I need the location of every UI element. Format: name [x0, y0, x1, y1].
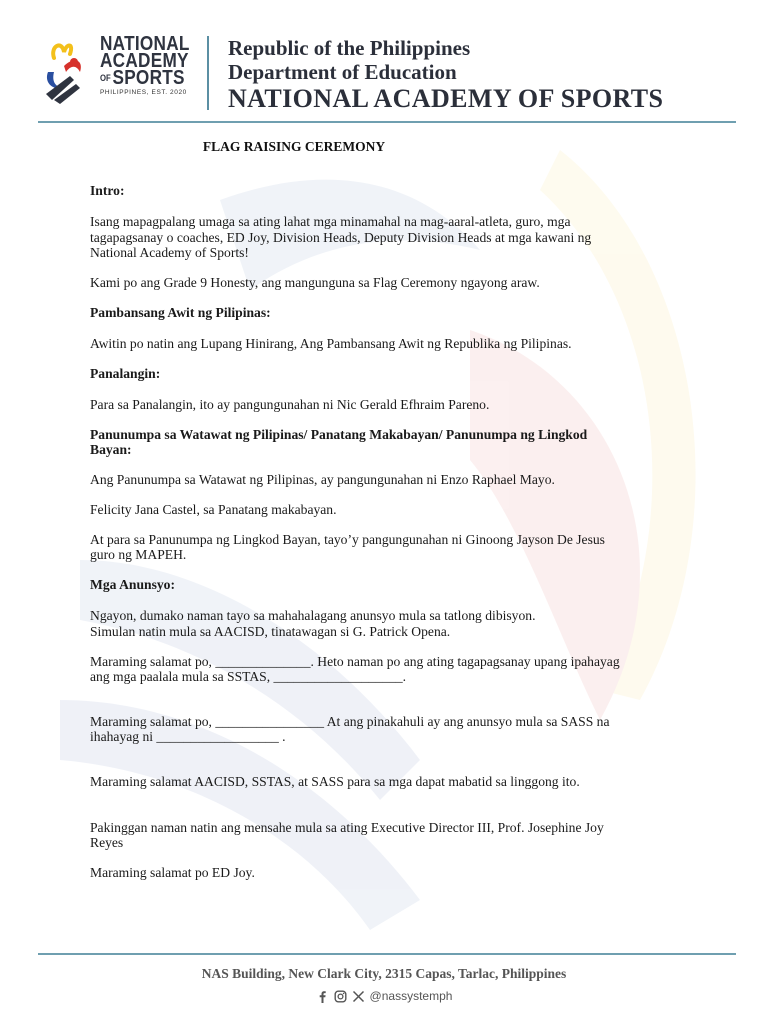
footer-rule	[38, 953, 736, 955]
logo-sports: SPORTS	[112, 67, 185, 89]
section-heading-announcements: Mga Anunsyo:	[90, 577, 175, 592]
nas-logo-icon	[40, 38, 94, 104]
section-heading-pledge: Panunumpa sa Watawat ng Pilipinas/ Panatang Makabayan/ Panunumpa ng Lingkod	[90, 427, 588, 442]
document-title: FLAG RAISING CEREMONY	[202, 139, 386, 154]
paragraph-line: Maraming salamat AACISD, SSTAS, at SASS para sa mga dapat mabatid sa linggong ito.	[90, 774, 580, 789]
paragraph-line: Maraming salamat po, ______________. Heto naman po ang ating tagapagsanay upang ipahayag	[90, 654, 620, 669]
logo-subtitle: PHILIPPINES, EST. 2020	[100, 89, 187, 97]
paragraph-line: At para sa Panunumpa ng Lingkod Bayan, tayo’y pangungunahan ni Ginoong Jayson De Jesus	[90, 532, 605, 547]
paragraph-line: Reyes	[90, 835, 124, 850]
paragraph-line: Awitin po natin ang Lupang Hinirang, Ang Pambansang Awit ng Republika ng Pilipinas.	[90, 336, 572, 351]
paragraph-line: Ang Panunumpa sa Watawat ng Pilipinas, ay pangungunahan ni Enzo Raphael Mayo.	[90, 472, 555, 487]
header-divider	[207, 36, 209, 110]
x-icon[interactable]	[352, 990, 365, 1003]
paragraph-line: ihahayag ni __________________ .	[90, 729, 286, 744]
header-rule	[38, 121, 736, 123]
agency-republic: Republic of the Philippines	[228, 36, 471, 60]
logo-line-sports	[100, 67, 217, 89]
paragraph-line: Para sa Panalangin, ito ay pangungunahan ni Nic Gerald Efhraim Pareno.	[90, 397, 490, 412]
agency-nas: NATIONAL ACADEMY OF SPORTS	[228, 84, 664, 113]
paragraph-line: Maraming salamat po, ________________ At ang pinakahuli ay ang anunsyo mula sa SASS na	[90, 714, 610, 729]
paragraph-line: Kami po ang Grade 9 Honesty, ang mangunguna sa Flag Ceremony ngayong araw.	[90, 275, 540, 290]
logo-wordmark	[100, 33, 236, 97]
paragraph-line: Maraming salamat po ED Joy.	[90, 865, 255, 880]
social-handle: @nassystemph	[369, 989, 453, 1003]
agency-block	[228, 36, 748, 114]
paragraph-line: Felicity Jana Castel, sa Panatang makabayan.	[90, 502, 337, 517]
agency-deped: Department of Education	[228, 60, 457, 84]
footer-address: NAS Building, New Clark City, 2315 Capas, Tarlac, Philippines	[201, 966, 567, 981]
footer-social	[0, 987, 768, 1005]
section-heading-anthem: Pambansang Awit ng Pilipinas:	[90, 305, 271, 320]
paragraph-line: guro ng MAPEH.	[90, 547, 187, 562]
paragraph-line: National Academy of Sports!	[90, 245, 249, 260]
logo-line-academy: ACADEMY	[100, 50, 189, 72]
section-heading-pledge-cont: Bayan:	[90, 442, 132, 457]
logo-line-national: NATIONAL	[100, 33, 190, 55]
section-heading-prayer: Panalangin:	[90, 366, 161, 381]
paragraph-line: Isang mapagpalang umaga sa ating lahat mga minamahal na mag-aaral-atleta, guro, mga	[90, 214, 571, 229]
facebook-icon[interactable]	[316, 990, 329, 1003]
letterhead	[40, 34, 740, 114]
paragraph-line: Simulan natin mula sa AACISD, tinatawagan si G. Patrick Opena.	[90, 624, 451, 639]
paragraph-line: Ngayon, dumako naman tayo sa mahahalagang anunsyo mula sa tatlong dibisyon.	[90, 608, 536, 623]
logo-of: OF	[100, 73, 111, 84]
paragraph-line: ang mga paalala mula sa SSTAS, ___________________.	[90, 669, 407, 684]
section-heading-intro: Intro:	[90, 183, 125, 198]
instagram-icon[interactable]	[334, 990, 347, 1003]
paragraph-line: Pakinggan naman natin ang mensahe mula sa ating Executive Director III, Prof. Josephine Joy	[90, 820, 604, 835]
paragraph-line: tagapagsanay o coaches, ED Joy, Division Heads, Deputy Division Heads at mga kawani ng	[90, 230, 592, 245]
